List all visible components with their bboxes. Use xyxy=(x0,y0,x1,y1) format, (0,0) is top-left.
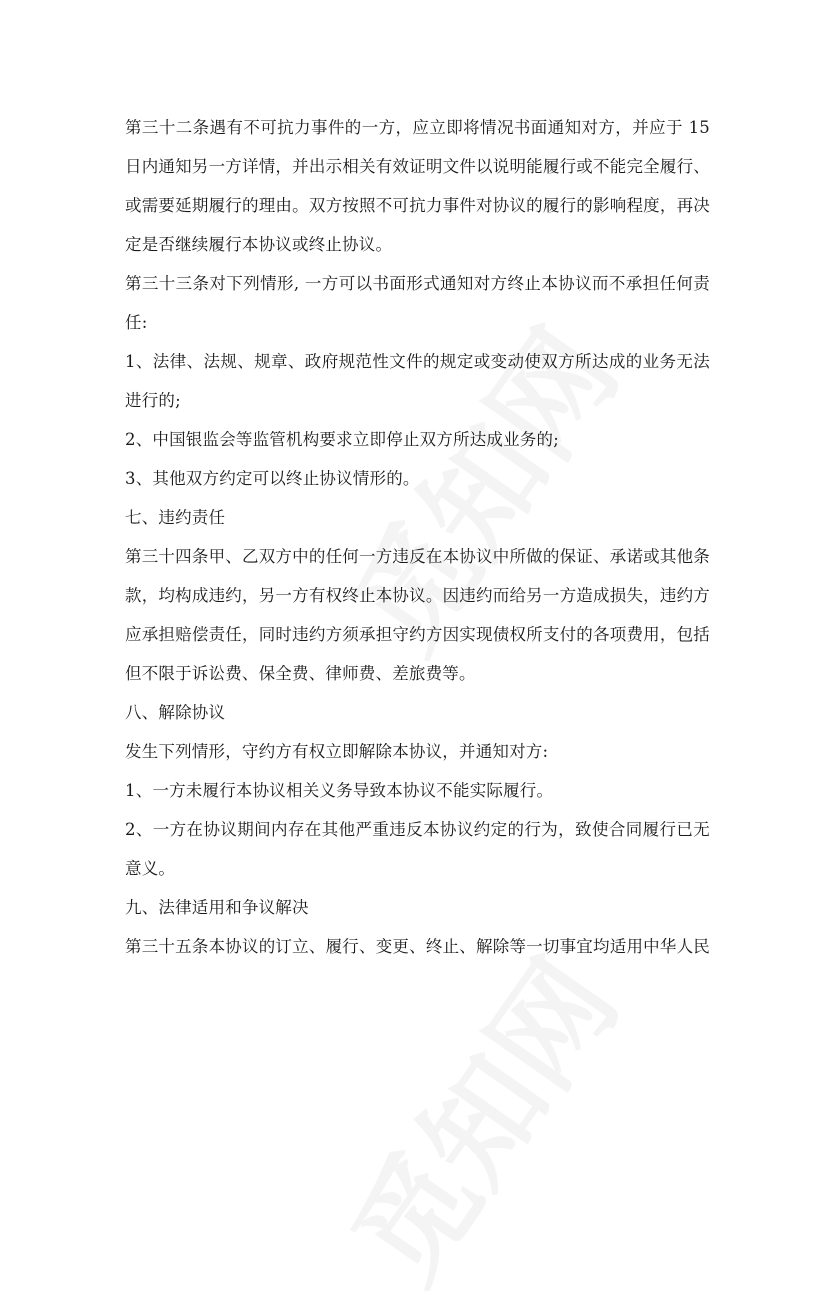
text-line: 2、中国银监会等监管机构要求立即停止双方所达成业务的; xyxy=(125,430,559,449)
text-line: 1、一方未履行本协议相关义务导致本协议不能实际履行。 xyxy=(125,781,554,800)
text-line: 1、法律、法规、规章、政府规范性文件的规定或变动使双方所达成的业务无法 xyxy=(125,352,710,371)
text-line: 七、违约责任 xyxy=(125,508,226,527)
text-line: 定是否继续履行本协议或终止协议。 xyxy=(125,235,393,254)
watermark xyxy=(306,921,648,1309)
text-line: 日内通知另一方详情，并出示相关有效证明文件以说明能履行或不能完全履行、 xyxy=(125,157,710,176)
text-line: 3、其他双方约定可以终止协议情形的。 xyxy=(125,469,420,488)
text-line: 第三十二条遇有不可抗力事件的一方，应立即将情况书面通知对方，并应于 15 xyxy=(125,118,710,137)
text-line: 九、法律适用和争议解决 xyxy=(125,898,309,917)
text-line: 发生下列情形，守约方有权立即解除本协议，并通知对方: xyxy=(125,742,549,761)
text-line: 八、解除协议 xyxy=(125,703,226,722)
text-line: 2、一方在协议期间内存在其他严重违反本协议约定的行为，致使合同履行已无 xyxy=(125,820,710,839)
text-line: 进行的; xyxy=(125,391,181,410)
text-line: 但不限于诉讼费、保全费、律师费、差旅费等。 xyxy=(125,664,476,683)
text-line: 意义。 xyxy=(125,859,176,878)
text-line: 第三十三条对下列情形, 一方可以书面形式通知对方终止本协议而不承担任何责 xyxy=(125,274,710,293)
text-line: 第三十四条甲、乙双方中的任何一方违反在本协议中所做的保证、承诺或其他条 xyxy=(125,547,710,566)
text-line: 应承担赔偿责任，同时违约方须承担守约方因实现债权所支付的各项费用，包括 xyxy=(125,625,710,644)
text-line: 款，均构成违约，另一方有权终止本协议。因违约而给另一方造成损失，违约方 xyxy=(125,586,710,605)
text-line: 第三十五条本协议的订立、履行、变更、终止、解除等一切事宜均适用中华人民 xyxy=(125,937,710,956)
text-line: 任: xyxy=(125,313,148,332)
text-line: 或需要延期履行的理由。双方按照不可抗力事件对协议的履行的影响程度，再决 xyxy=(125,196,710,215)
document-body xyxy=(125,108,710,966)
